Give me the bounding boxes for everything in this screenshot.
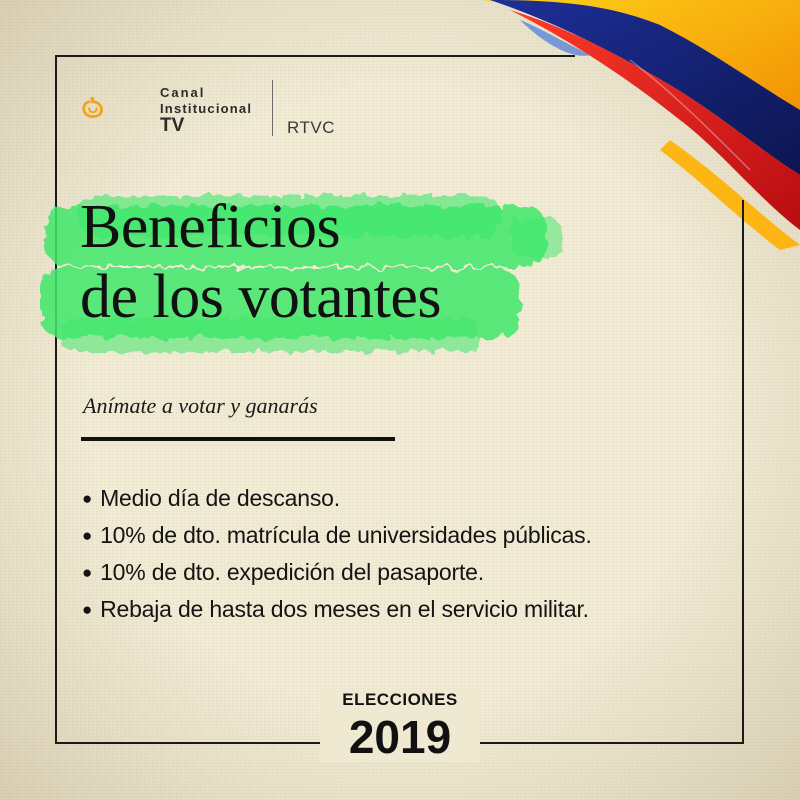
bullet-icon: ● bbox=[82, 600, 93, 619]
frame-bottom-right bbox=[480, 742, 744, 744]
bullet-icon: ● bbox=[82, 563, 93, 582]
canal-institucional-logo-icon bbox=[80, 72, 160, 142]
benefits-list bbox=[82, 480, 592, 628]
bullet-icon: ● bbox=[82, 489, 93, 508]
rtvc-logo: RTVC bbox=[287, 118, 335, 137]
footer-label: ELECCIONES bbox=[342, 690, 458, 709]
benefit-item bbox=[82, 591, 592, 628]
benefit-item bbox=[82, 554, 592, 591]
logo-line-canal: Canal bbox=[160, 85, 206, 100]
subtitle: Anímate a votar y ganarás bbox=[83, 393, 318, 418]
bullet-icon: ● bbox=[82, 526, 93, 545]
benefit-item bbox=[82, 517, 592, 554]
benefit-text: 10% de dto. expedición del pasaporte. bbox=[100, 559, 484, 585]
frame-top bbox=[55, 55, 575, 57]
title-line-1: Beneficios bbox=[80, 193, 341, 261]
logo-line-tv: TV bbox=[160, 115, 185, 136]
benefit-item bbox=[82, 480, 592, 517]
benefit-text: 10% de dto. matrícula de universidades públicas. bbox=[100, 522, 592, 548]
benefit-text: Rebaja de hasta dos meses en el servicio militar. bbox=[100, 596, 589, 622]
logo-wordmark bbox=[160, 86, 252, 135]
elections-footer bbox=[320, 690, 480, 762]
frame-bottom-left bbox=[55, 742, 320, 744]
frame-right bbox=[742, 200, 744, 744]
page-title bbox=[80, 192, 441, 332]
title-line-2: de los votantes bbox=[80, 263, 441, 331]
frame-left bbox=[55, 55, 57, 744]
benefit-text: Medio día de descanso. bbox=[100, 485, 340, 511]
logo-line-institucional: Institucional bbox=[160, 101, 253, 116]
logo-divider bbox=[272, 80, 273, 136]
footer-year: 2019 bbox=[348, 711, 452, 763]
subtitle-underline bbox=[81, 437, 395, 441]
